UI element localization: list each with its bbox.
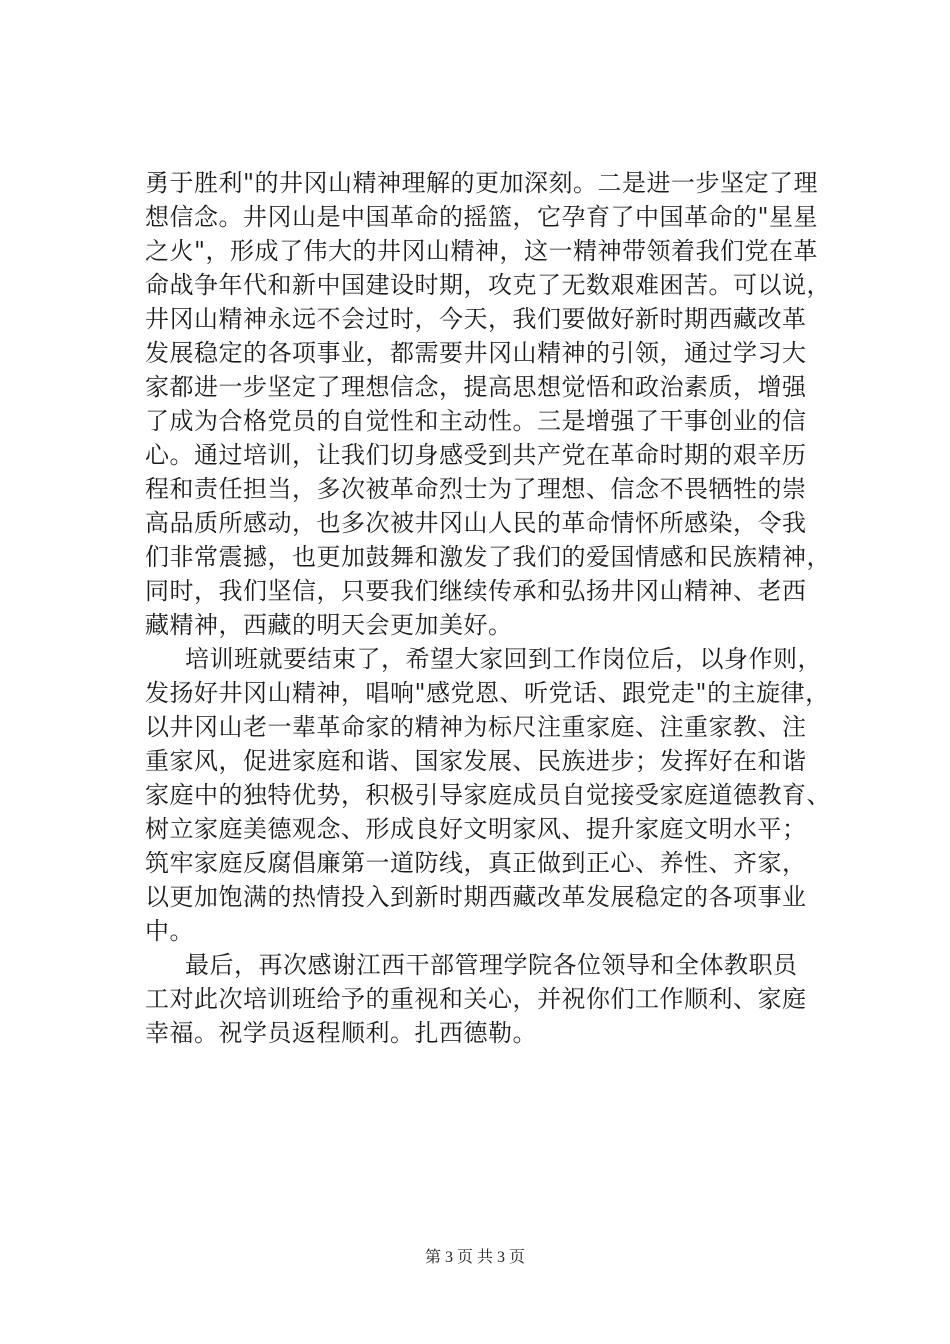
text-line: 筑牢家庭反腐倡廉第一道防线，真正做到正心、养性、齐家， xyxy=(145,849,807,877)
text-line: 藏精神，西藏的明天会更加美好。 xyxy=(145,611,513,639)
text-line: 家庭中的独特优势，积极引导家庭成员自觉接受家庭道德教育、 xyxy=(145,781,831,809)
text-line: 心。通过培训，让我们切身感受到共产党在革命时期的艰辛历 xyxy=(145,441,807,469)
page-number-footer: 第 3 页 共 3 页 xyxy=(424,1249,525,1266)
text-line: 之火"，形成了伟大的井冈山精神，这一精神带领着我们党在革 xyxy=(145,237,819,265)
text-line: 培训班就要结束了，希望大家回到工作岗位后，以身作则， xyxy=(185,645,822,673)
text-line: 以更加饱满的热情投入到新时期西藏改革发展稳定的各项事业 xyxy=(145,883,807,911)
text-line: 树立家庭美德观念、形成良好文明家风、提升家庭文明水平； xyxy=(145,815,807,843)
text-line: 井冈山精神永远不会过时，今天，我们要做好新时期西藏改革 xyxy=(145,305,807,333)
text-line: 们非常震撼，也更加鼓舞和激发了我们的爱国情感和民族精神， xyxy=(145,543,831,571)
text-line: 了成为合格党员的自觉性和主动性。三是增强了干事创业的信 xyxy=(145,407,807,435)
paragraph-2 xyxy=(145,642,831,948)
text-line: 重家风，促进家庭和谐、国家发展、民族进步；发挥好在和谐 xyxy=(145,747,807,775)
text-line: 高品质所感动，也多次被井冈山人民的革命情怀所感染，令我 xyxy=(145,509,807,537)
text-line: 最后，再次感谢江西干部管理学院各位领导和全体教职员 xyxy=(185,951,798,979)
text-line: 勇于胜利"的井冈山精神理解的更加深刻。二是进一步坚定了理 xyxy=(145,169,819,197)
text-line: 幸福。祝学员返程顺利。扎西德勒。 xyxy=(145,1019,537,1047)
text-line: 发展稳定的各项事业，都需要井冈山精神的引领，通过学习大 xyxy=(145,339,807,367)
text-line: 工对此次培训班给予的重视和关心，并祝你们工作顺利、家庭 xyxy=(145,985,807,1013)
text-line: 中。 xyxy=(145,917,194,945)
text-line: 家都进一步坚定了理想信念，提高思想觉悟和政治素质，增强 xyxy=(145,373,807,401)
text-line: 想信念。井冈山是中国革命的摇篮，它孕育了中国革命的"星星 xyxy=(145,203,819,231)
text-line: 命战争年代和新中国建设时期，攻克了无数艰难困苦。可以说， xyxy=(145,271,831,299)
text-line: 程和责任担当，多次被革命烈士为了理想、信念不畏牺牲的崇 xyxy=(145,475,807,503)
text-line: 同时，我们坚信，只要我们继续传承和弘扬井冈山精神、老西 xyxy=(145,577,807,605)
paragraph-1 xyxy=(145,166,831,642)
text-line: 发扬好井冈山精神，唱响"感党恩、听党话、跟党走"的主旋律， xyxy=(145,679,830,707)
text-line: 以井冈山老一辈革命家的精神为标尺注重家庭、注重家教、注 xyxy=(145,713,807,741)
document-body xyxy=(145,166,831,1050)
paragraph-3 xyxy=(145,948,825,1050)
